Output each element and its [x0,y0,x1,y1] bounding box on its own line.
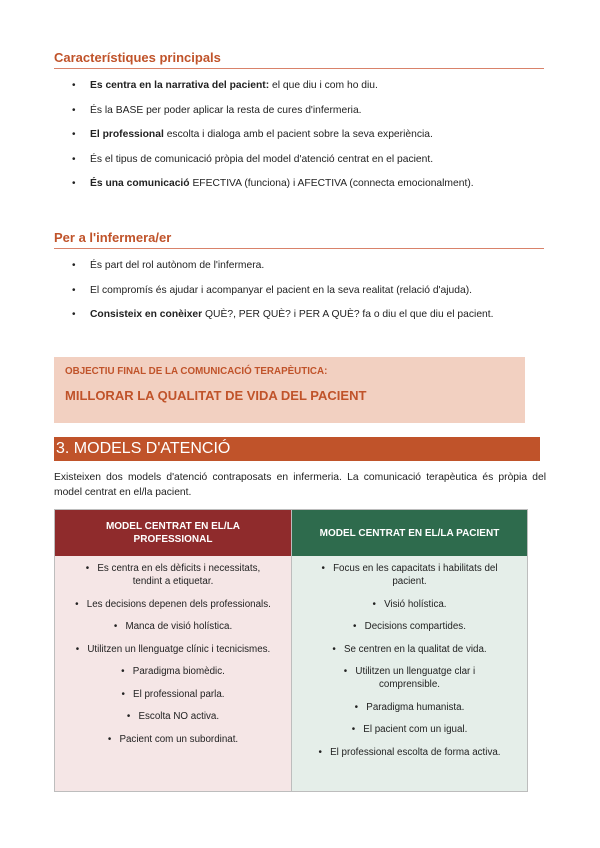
list-item: • Paradigma humanista. [312,701,507,714]
list-item: • El compromís és ajudar i acompanyar el pacient en la seva realitat (relació d'ajuda). [54,284,544,309]
list-item: • Consisteix en conèixer QUÈ?, PER QUÈ? i PER A QUÈ? fa o diu el que diu el pacient. [54,308,544,333]
list-item: • Es centra en la narrativa del pacient: el que diu i com ho diu. [54,79,544,104]
list-item: • Les decisions depenen dels professionals. [75,598,271,611]
list-item: • És una comunicació EFECTIVA (funciona) i AFECTIVA (connecta emocionalment). [54,177,544,202]
list-item: • El pacient com un igual. [312,723,507,736]
list-item: • Visió holística. [312,598,507,611]
intro-paragraph: Existeixen dos models d'atenció contraposats en infermeria. La comunicació terapèutica és pròpia del model centrat en el/la pacient. [54,472,546,498]
list-item: • Pacient com un subordinat. [75,733,271,746]
list-item: • Escolta NO activa. [75,710,271,723]
section-banner-models: 3. MODELS D'ATENCIÓ [54,437,540,461]
list-item: • Es centra en els dèficits i necessitats, tendint a etiquetar. [75,562,271,588]
list-item: • El professional parla. [75,688,271,701]
list-item: • El professional escolta de forma activa. [312,746,507,759]
professional-model-header: MODEL CENTRAT EN EL/LA PROFESSIONAL [55,510,291,556]
list-item: • Decisions compartides. [312,620,507,633]
list-item: • Utilitzen un llenguatge clar i comprensible. [312,665,507,691]
list-item: • Manca de visió holística. [75,620,271,633]
list-item: • El professional escolta i dialoga amb el pacient sobre la seva experiència. [54,128,544,153]
list-item: • És el tipus de comunicació pròpia del model d'atenció centrat en el pacient. [54,153,544,178]
objective-callout [54,357,525,423]
list-item: • És part del rol autònom de l'infermera. [54,259,544,284]
list-item: • Utilitzen un llenguatge clínic i tecnicismes. [75,643,271,656]
patient-model-list [292,556,527,759]
nurse-list [54,259,544,333]
models-comparison-table [54,509,528,792]
list-item: • Paradigma biomèdic. [75,665,271,678]
list-item: • Se centren en la qualitat de vida. [312,643,507,656]
patient-model-column [291,510,527,791]
professional-model-column [55,510,291,791]
list-item: • Focus en les capacitats i habilitats del pacient. [312,562,507,588]
main-features-list [54,79,544,202]
section-title-nurse: Per a l'infermera/er [54,230,544,249]
list-item: • És la BASE per poder aplicar la resta de cures d'infermeria. [54,104,544,129]
patient-model-header: MODEL CENTRAT EN EL/LA PACIENT [292,510,527,556]
section-title-main-features: Característiques principals [54,50,544,69]
professional-model-list [55,556,291,746]
objective-goal: MILLORAR LA QUALITAT DE VIDA DEL PACIENT [65,388,367,403]
objective-label: OBJECTIU FINAL DE LA COMUNICACIÓ TERAPÈUTICA: [65,366,328,377]
